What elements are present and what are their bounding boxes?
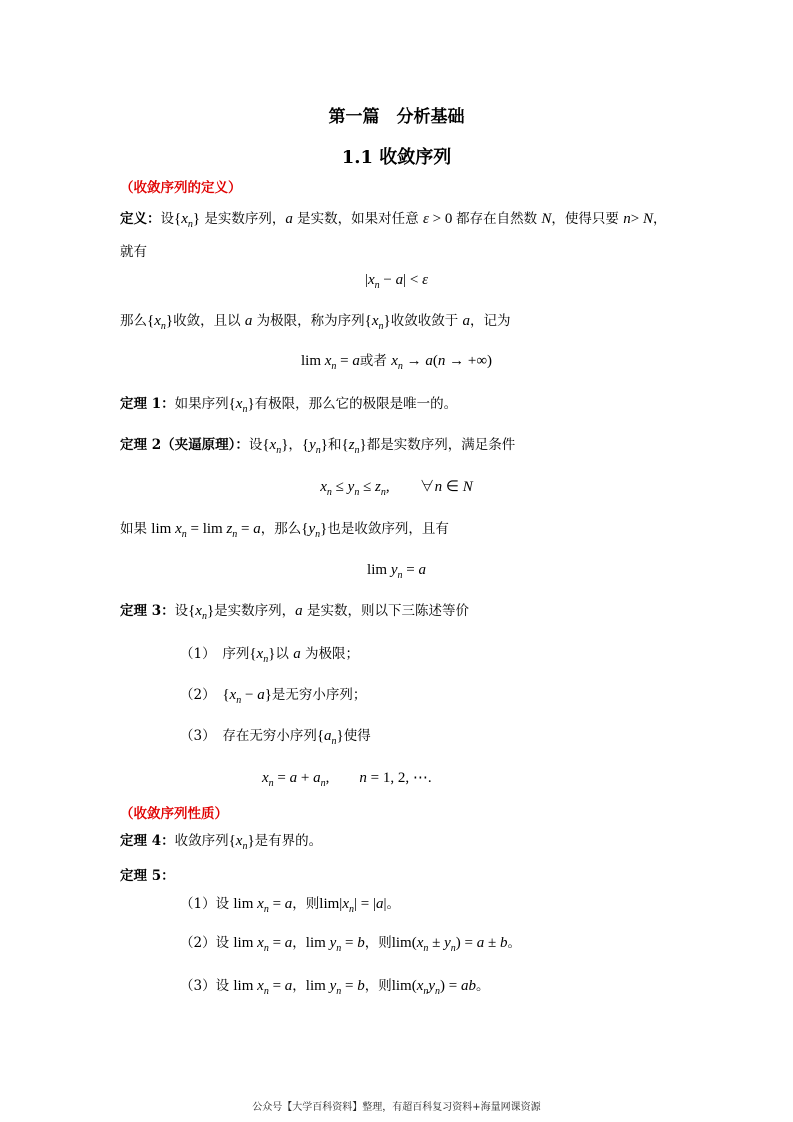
math-run: a: [418, 562, 426, 578]
text-run: ，则: [364, 935, 392, 951]
definition-text-cont: [120, 242, 147, 262]
math-run: a: [313, 770, 321, 786]
text-run: ，那么: [260, 521, 302, 537]
math-run: }: [320, 437, 328, 453]
math-run: n: [380, 487, 386, 498]
math-run: = lim: [186, 521, 227, 537]
math-run: x: [235, 396, 243, 412]
math-run: x: [256, 646, 264, 662]
math-run: n: [160, 321, 166, 332]
math-run: =: [268, 978, 285, 994]
math-run: |: [364, 272, 368, 288]
math-run: x: [181, 211, 188, 227]
math-run: }: [192, 211, 201, 227]
math-run: n: [435, 986, 441, 997]
text-run: 是有界的。: [254, 833, 323, 849]
math-run: b: [357, 978, 365, 994]
text-run: 是实数序列，: [214, 603, 296, 619]
math-run: , ∀: [385, 479, 435, 495]
math-run: = 1, 2, ⋯.: [366, 770, 432, 786]
math-run: n: [263, 986, 269, 997]
math-run: ) =: [455, 935, 477, 951]
formula-abs: [0, 270, 793, 296]
theorem-3-item-2: [180, 685, 366, 711]
math-run: {: [228, 833, 236, 849]
text-run: （3）设: [180, 978, 234, 994]
math-run: x: [320, 479, 327, 495]
math-run: y: [308, 521, 316, 537]
math-run: n: [236, 695, 242, 706]
math-run: lim: [305, 978, 330, 994]
math-run: N: [541, 211, 552, 227]
math-run: a: [395, 272, 404, 288]
text-run: 如果序列: [174, 396, 229, 412]
math-run: ≤: [359, 479, 376, 495]
math-run: a: [285, 211, 293, 227]
math-run: z: [226, 521, 233, 537]
math-run: x: [229, 687, 237, 703]
math-run: {: [341, 437, 349, 453]
math-run: n: [315, 445, 321, 456]
math-run: a: [284, 978, 293, 994]
text-run: （1） 序列: [180, 646, 250, 662]
text-run: （收敛序列的定义）: [120, 180, 242, 196]
math-run: n: [331, 736, 337, 747]
part-title: 第一篇 分析基础: [328, 107, 465, 127]
math-run: {: [301, 437, 310, 453]
math-run: {: [316, 728, 325, 744]
formula-squeeze: [0, 477, 793, 503]
math-run: n: [201, 611, 207, 622]
theorem-5: [120, 866, 175, 886]
math-run: n: [242, 841, 248, 852]
math-run: z: [375, 479, 381, 495]
math-run: {: [222, 687, 230, 703]
text-run: 以: [275, 646, 294, 662]
text-run: 设: [248, 437, 263, 453]
theorem-1: [120, 394, 457, 420]
text-run: 是实数，如果对任意: [292, 211, 423, 227]
page-footer: 公众号【大学百科资料】整理，有超百科复习资料+海量网课资源: [252, 1102, 541, 1113]
heading-properties: [120, 804, 228, 824]
text-run: 收敛收敛于: [390, 313, 463, 329]
math-run: a: [375, 896, 384, 912]
math-run: (: [432, 353, 438, 369]
text-run: 定理 1：: [120, 396, 175, 412]
text-run: ，: [292, 978, 306, 994]
text-run: （3） 存在无穷小序列: [180, 728, 317, 744]
math-run: n: [326, 487, 332, 498]
theorem-5-item-3: [180, 976, 490, 1002]
math-run: a: [324, 728, 332, 744]
math-run: −: [241, 687, 258, 703]
math-run: lim: [233, 935, 258, 951]
math-run: > 0: [428, 211, 457, 227]
text-run: 是无穷小序列；: [271, 687, 367, 703]
math-run: =: [341, 978, 358, 994]
math-run: n: [354, 487, 360, 498]
math-run: x: [324, 353, 332, 369]
math-run: }: [268, 646, 276, 662]
text-run: 。: [507, 935, 521, 951]
math-run: lim: [233, 896, 258, 912]
math-run: N: [462, 479, 473, 495]
math-run: →: [402, 353, 426, 369]
text-run: 和: [328, 437, 342, 453]
math-run: n: [397, 361, 403, 372]
text-run: 是实数序列，: [200, 211, 286, 227]
math-run: ab: [461, 978, 477, 994]
math-run: y: [309, 437, 316, 453]
math-run: {: [301, 521, 309, 537]
text-run: 那么: [120, 313, 147, 329]
math-run: }: [165, 313, 174, 329]
math-run: ±: [484, 935, 500, 951]
math-run: a: [462, 313, 471, 329]
math-run: b: [357, 935, 365, 951]
math-run: x: [195, 603, 202, 619]
text-run: 为极限，称为序列: [252, 313, 365, 329]
math-run: x: [175, 521, 182, 537]
text-run: 定理 4：: [120, 833, 175, 849]
text-run: 收敛序列: [174, 833, 229, 849]
math-run: b: [499, 935, 508, 951]
math-run: n: [336, 986, 342, 997]
theorem-5-item-1: [180, 894, 400, 920]
definition-text: [120, 209, 666, 235]
math-run: n: [331, 361, 337, 372]
heading-definition: [120, 178, 242, 198]
math-run: n: [181, 529, 187, 540]
math-run: {: [188, 603, 196, 619]
math-run: x: [154, 313, 161, 329]
text-run: 定理 2（夹逼原理）：: [120, 437, 249, 453]
math-run: }: [359, 437, 367, 453]
math-run: | <: [403, 272, 423, 288]
math-run: lim: [233, 978, 258, 994]
math-run: n: [263, 904, 269, 915]
math-run: | = |: [353, 896, 376, 912]
math-run: x: [262, 770, 269, 786]
math-run: n: [263, 654, 269, 665]
math-run: n: [315, 529, 321, 540]
math-run: >: [630, 211, 643, 227]
math-run: ±: [428, 935, 445, 951]
math-run: y: [329, 978, 337, 994]
math-run: {: [364, 313, 372, 329]
math-run: y: [444, 935, 451, 951]
math-run: n: [232, 529, 238, 540]
math-run: n: [423, 943, 429, 954]
math-run: n: [336, 943, 342, 954]
math-run: a: [289, 770, 298, 786]
text-run: 定义：: [120, 211, 161, 227]
math-run: z: [348, 437, 355, 453]
text-run: 使得: [343, 728, 371, 744]
text-run: （2）设: [180, 935, 234, 951]
math-run: lim(: [391, 978, 417, 994]
math-run: x: [235, 833, 243, 849]
text-run: 都是实数序列，满足条件: [366, 437, 516, 453]
math-run: }: [320, 521, 328, 537]
formula-lim-y: [0, 560, 793, 586]
math-run: x: [416, 978, 424, 994]
math-run: n: [348, 904, 354, 915]
definition-conclusion: [120, 311, 511, 337]
math-run: =: [268, 896, 285, 912]
math-run: a: [253, 521, 261, 537]
math-run: x: [257, 896, 264, 912]
math-run: x: [257, 978, 264, 994]
text-run: 收敛，且以: [173, 313, 245, 329]
text-run: 定理 3：: [120, 603, 175, 619]
math-run: x: [257, 935, 264, 951]
math-run: y: [329, 935, 337, 951]
formula-limit: [0, 351, 793, 377]
math-run: x: [367, 272, 375, 288]
math-run: n: [354, 445, 360, 456]
math-run: n: [359, 770, 367, 786]
math-run: =: [402, 562, 419, 578]
math-run: +: [297, 770, 314, 786]
math-run: x: [269, 437, 277, 453]
math-run: N: [642, 211, 653, 227]
text-run: （2）: [180, 687, 223, 703]
text-run: 有极限，那么它的极限是唯一的。: [254, 396, 458, 412]
text-run: 。: [476, 978, 490, 994]
math-run: a: [244, 313, 253, 329]
text-run: 就有: [120, 244, 147, 260]
math-run: n: [423, 986, 429, 997]
math-run: a: [476, 935, 485, 951]
text-run: （收敛序列性质）: [120, 806, 228, 822]
math-run: n: [276, 445, 282, 456]
math-run: ,: [325, 770, 360, 786]
theorem-5-item-2: [180, 933, 521, 959]
math-run: }: [206, 603, 215, 619]
math-run: lim: [300, 353, 325, 369]
math-run: ε: [422, 211, 429, 227]
math-run: }: [281, 437, 289, 453]
math-run: {: [174, 211, 182, 227]
theorem-2-cont: [120, 519, 449, 545]
theorem-3: [120, 601, 469, 627]
section-title: 1.1 收敛序列: [341, 147, 452, 168]
math-run: a: [257, 687, 265, 703]
math-run: n: [242, 404, 248, 415]
math-run: }: [336, 728, 344, 744]
math-run: {: [228, 396, 236, 412]
math-run: n: [437, 353, 446, 369]
math-run: =: [268, 935, 285, 951]
math-run: n: [263, 943, 269, 954]
math-run: |: [383, 896, 387, 912]
math-run: =: [237, 521, 254, 537]
math-run: x: [391, 353, 398, 369]
math-run: =: [341, 935, 358, 951]
math-run: {: [249, 646, 257, 662]
math-run: x: [371, 313, 379, 329]
text-run: ，: [652, 211, 667, 227]
text-run: 。: [386, 896, 400, 912]
math-run: n: [268, 778, 274, 789]
theorem-3-item-1: [180, 644, 359, 670]
theorem-4: [120, 831, 322, 857]
math-run: {: [147, 313, 155, 329]
math-run: a: [284, 935, 293, 951]
math-run: ∈: [442, 479, 463, 495]
text-run: 或者: [359, 353, 392, 369]
math-run: }: [383, 313, 391, 329]
math-run: a: [293, 646, 301, 662]
math-run: a: [352, 353, 360, 369]
math-run: =: [273, 770, 290, 786]
math-run: a: [425, 353, 433, 369]
text-run: 为极限；: [300, 646, 360, 662]
text-run: 设: [174, 603, 189, 619]
text-run: ，则: [292, 896, 320, 912]
text-run: 定理 5：: [120, 868, 175, 884]
formula-decomposition: [262, 768, 432, 794]
text-run: （1）设: [180, 896, 234, 912]
theorem-3-item-3: [180, 726, 371, 752]
text-run: ，: [288, 437, 302, 453]
math-run: x: [342, 896, 349, 912]
math-run: n: [397, 570, 403, 581]
math-run: }: [247, 833, 255, 849]
math-run: lim|: [319, 896, 343, 912]
math-run: {: [262, 437, 270, 453]
math-run: }: [264, 687, 272, 703]
math-run: n: [320, 778, 326, 789]
math-run: }: [247, 396, 255, 412]
math-run: lim: [151, 521, 176, 537]
math-run: lim: [367, 562, 391, 578]
math-run: y: [428, 978, 436, 994]
math-run: −: [379, 272, 396, 288]
math-run: n: [378, 321, 384, 332]
math-run: lim(: [391, 935, 417, 951]
math-run: n: [374, 280, 380, 291]
text-run: ，: [292, 935, 306, 951]
math-run: n: [450, 943, 456, 954]
text-run: 如果: [120, 521, 152, 537]
math-run: y: [347, 479, 355, 495]
math-run: n: [623, 211, 631, 227]
text-run: 也是收敛序列，且有: [327, 521, 449, 537]
text-run: ，使得只要: [551, 211, 624, 227]
math-run: ) =: [440, 978, 462, 994]
theorem-2: [120, 435, 515, 461]
text-run: 设: [160, 211, 174, 227]
math-run: n: [434, 479, 443, 495]
math-run: lim: [305, 935, 330, 951]
text-run: 都存在自然数: [456, 211, 542, 227]
text-run: 是实数，则以下三陈述等价: [302, 603, 469, 619]
math-run: a: [295, 603, 303, 619]
math-run: =: [336, 353, 353, 369]
math-run: ε: [422, 272, 429, 288]
math-run: y: [390, 562, 398, 578]
text-run: ，记为: [470, 313, 511, 329]
math-run: → +∞): [445, 353, 493, 369]
math-run: x: [416, 935, 424, 951]
text-run: ，则: [364, 978, 392, 994]
math-run: a: [284, 896, 293, 912]
math-run: ≤: [331, 479, 348, 495]
math-run: n: [187, 219, 193, 230]
